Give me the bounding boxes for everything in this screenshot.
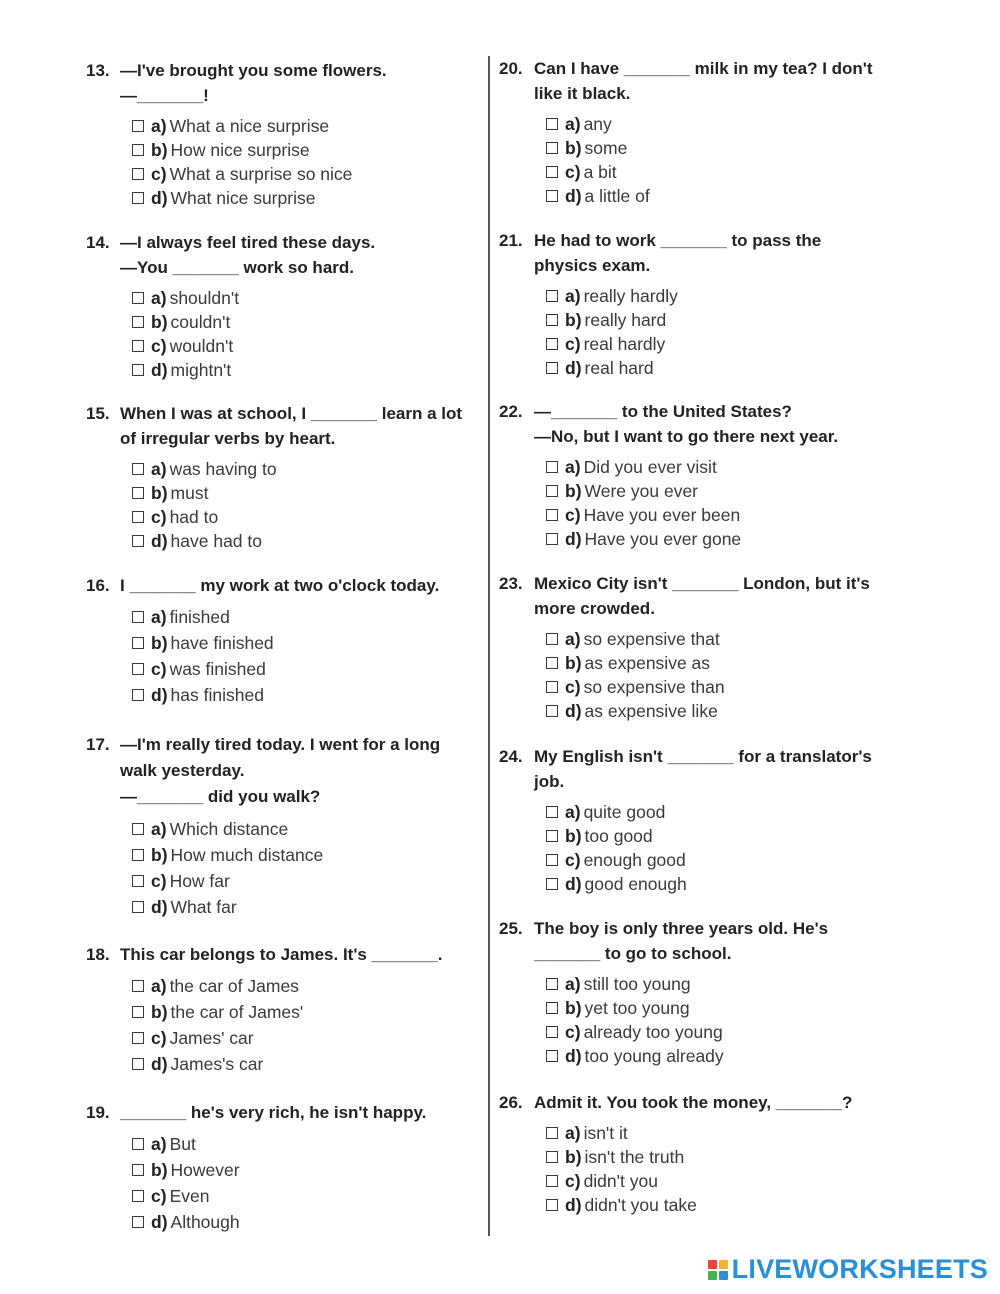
- question-17: [86, 732, 476, 920]
- question-number: 14.: [86, 233, 110, 252]
- question-22: [499, 399, 899, 551]
- option-c[interactable]: c) James' car: [132, 1025, 476, 1051]
- option-a[interactable]: a) still too young: [546, 972, 899, 996]
- checkbox[interactable]: [132, 120, 144, 132]
- option-b[interactable]: b) yet too young: [546, 996, 899, 1020]
- logo-square-3: [708, 1271, 717, 1280]
- options-list: [546, 455, 899, 551]
- checkbox[interactable]: [546, 190, 558, 202]
- option-b[interactable]: b) some: [546, 136, 899, 160]
- question-text: He had to work _______ to pass the physics exam.: [534, 231, 822, 275]
- question-number: 24.: [499, 747, 523, 766]
- question-text: —I'm really tired today. I went for a long walk yesterday. —_______ did you walk?: [120, 735, 441, 806]
- question-number: 16.: [86, 576, 110, 595]
- liveworksheets-logo[interactable]: [708, 1254, 988, 1285]
- option-c[interactable]: c) How far: [132, 868, 476, 894]
- options-list: [546, 1121, 899, 1217]
- question-18: [86, 942, 476, 1077]
- option-d[interactable]: d) What nice surprise: [132, 186, 476, 210]
- options-list: [132, 286, 476, 382]
- checkbox[interactable]: [546, 1199, 558, 1211]
- checkbox[interactable]: [132, 637, 144, 649]
- question-25: [499, 916, 899, 1068]
- option-b[interactable]: b) However: [132, 1157, 476, 1183]
- question-19: [86, 1100, 476, 1235]
- checkbox[interactable]: [546, 509, 558, 521]
- option-a[interactable]: a) quite good: [546, 800, 899, 824]
- logo-mark-icon: [708, 1260, 728, 1280]
- question-number: 13.: [86, 61, 110, 80]
- option-b[interactable]: b) have finished: [132, 630, 476, 656]
- question-text: Admit it. You took the money, _______?: [534, 1093, 853, 1112]
- checkbox[interactable]: [132, 192, 144, 204]
- checkbox[interactable]: [132, 1216, 144, 1228]
- question-text: —I always feel tired these days. —You _______ work so hard.: [120, 233, 376, 277]
- column-divider: [488, 56, 490, 1236]
- options-list: [132, 1131, 476, 1235]
- option-b[interactable]: b) How much distance: [132, 842, 476, 868]
- option-c[interactable]: c) so expensive than: [546, 675, 899, 699]
- checkbox[interactable]: [132, 849, 144, 861]
- question-text: The boy is only three years old. He's _______ to go to school.: [534, 919, 829, 963]
- question-text: I _______ my work at two o'clock today.: [120, 576, 440, 595]
- checkbox[interactable]: [546, 142, 558, 154]
- checkbox[interactable]: [546, 290, 558, 302]
- question-13: [86, 58, 476, 210]
- checkbox[interactable]: [132, 980, 144, 992]
- option-c[interactable]: c) enough good: [546, 848, 899, 872]
- option-c[interactable]: c) real hardly: [546, 332, 899, 356]
- checkbox[interactable]: [546, 1127, 558, 1139]
- checkbox[interactable]: [132, 1058, 144, 1070]
- options-list: [546, 284, 899, 380]
- option-a[interactable]: a) isn't it: [546, 1121, 899, 1145]
- checkbox[interactable]: [546, 830, 558, 842]
- option-d[interactable]: d) good enough: [546, 872, 899, 896]
- checkbox[interactable]: [132, 1138, 144, 1150]
- question-number: 26.: [499, 1093, 523, 1112]
- checkbox[interactable]: [546, 1151, 558, 1163]
- option-c[interactable]: c) Have you ever been: [546, 503, 899, 527]
- option-d[interactable]: d) too young already: [546, 1044, 899, 1068]
- option-d[interactable]: d) mightn't: [132, 358, 476, 382]
- logo-square-1: [708, 1260, 717, 1269]
- option-a[interactable]: a) so expensive that: [546, 627, 899, 651]
- checkbox[interactable]: [546, 1026, 558, 1038]
- checkbox[interactable]: [132, 823, 144, 835]
- option-b[interactable]: b) couldn't: [132, 310, 476, 334]
- option-d[interactable]: d) Although: [132, 1209, 476, 1235]
- option-d[interactable]: d) Have you ever gone: [546, 527, 899, 551]
- checkbox[interactable]: [132, 901, 144, 913]
- checkbox[interactable]: [546, 1002, 558, 1014]
- option-c[interactable]: c) didn't you: [546, 1169, 899, 1193]
- option-a[interactable]: a) was having to: [132, 457, 476, 481]
- checkbox[interactable]: [546, 1175, 558, 1187]
- checkbox[interactable]: [546, 854, 558, 866]
- option-b[interactable]: b) isn't the truth: [546, 1145, 899, 1169]
- option-c[interactable]: c) had to: [132, 505, 476, 529]
- options-list: [132, 604, 476, 708]
- question-21: [499, 228, 899, 380]
- question-16: [86, 573, 476, 708]
- option-c[interactable]: c) a bit: [546, 160, 899, 184]
- options-list: [132, 816, 476, 920]
- option-c[interactable]: c) already too young: [546, 1020, 899, 1044]
- checkbox[interactable]: [546, 533, 558, 545]
- option-a[interactable]: a) finished: [132, 604, 476, 630]
- option-d[interactable]: d) real hard: [546, 356, 899, 380]
- question-text: My English isn't _______ for a translator's job.: [534, 747, 872, 791]
- checkbox[interactable]: [132, 535, 144, 547]
- checkbox[interactable]: [132, 1032, 144, 1044]
- checkbox[interactable]: [546, 314, 558, 326]
- options-list: [132, 973, 476, 1077]
- checkbox[interactable]: [132, 168, 144, 180]
- options-list: [546, 800, 899, 896]
- checkbox[interactable]: [546, 1050, 558, 1062]
- checkbox[interactable]: [132, 316, 144, 328]
- question-text: —_______ to the United States? —No, but I want to go there next year.: [534, 402, 839, 446]
- question-26: [499, 1090, 899, 1217]
- option-a[interactable]: a) Did you ever visit: [546, 455, 899, 479]
- option-d[interactable]: d) as expensive like: [546, 699, 899, 723]
- question-24: [499, 744, 899, 896]
- checkbox[interactable]: [132, 340, 144, 352]
- option-b[interactable]: b) How nice surprise: [132, 138, 476, 162]
- option-d[interactable]: d) What far: [132, 894, 476, 920]
- question-15: [86, 401, 476, 553]
- checkbox[interactable]: [546, 681, 558, 693]
- question-number: 25.: [499, 919, 523, 938]
- option-c[interactable]: c) wouldn't: [132, 334, 476, 358]
- option-c[interactable]: c) Even: [132, 1183, 476, 1209]
- checkbox[interactable]: [546, 461, 558, 473]
- question-20: [499, 56, 899, 208]
- checkbox[interactable]: [132, 611, 144, 623]
- option-a[interactable]: a) But: [132, 1131, 476, 1157]
- question-14: [86, 230, 476, 382]
- checkbox[interactable]: [132, 144, 144, 156]
- checkbox[interactable]: [132, 364, 144, 376]
- checkbox[interactable]: [546, 485, 558, 497]
- checkbox[interactable]: [546, 633, 558, 645]
- question-text: _______ he's very rich, he isn't happy.: [120, 1103, 427, 1122]
- question-text: This car belongs to James. It's _______.: [120, 945, 443, 964]
- question-text: Mexico City isn't _______ London, but it's more crowded.: [534, 574, 870, 618]
- question-text: —I've brought you some flowers. —_______!: [120, 61, 387, 105]
- checkbox[interactable]: [132, 463, 144, 475]
- question-number: 23.: [499, 574, 523, 593]
- option-b[interactable]: b) the car of James': [132, 999, 476, 1025]
- checkbox[interactable]: [546, 338, 558, 350]
- option-a[interactable]: a) What a nice surprise: [132, 114, 476, 138]
- question-text: Can I have _______ milk in my tea? I don't like it black.: [534, 59, 873, 103]
- option-b[interactable]: b) must: [132, 481, 476, 505]
- question-number: 17.: [86, 735, 110, 754]
- option-a[interactable]: a) shouldn't: [132, 286, 476, 310]
- checkbox[interactable]: [132, 689, 144, 701]
- checkbox[interactable]: [132, 1190, 144, 1202]
- option-d[interactable]: d) has finished: [132, 682, 476, 708]
- option-a[interactable]: a) really hardly: [546, 284, 899, 308]
- option-a[interactable]: a) any: [546, 112, 899, 136]
- checkbox[interactable]: [132, 292, 144, 304]
- question-text: When I was at school, I _______ learn a lot of irregular verbs by heart.: [120, 404, 463, 448]
- checkbox[interactable]: [132, 1164, 144, 1176]
- logo-text: LIVEWORKSHEETS: [731, 1254, 988, 1284]
- question-number: 18.: [86, 945, 110, 964]
- option-b[interactable]: b) really hard: [546, 308, 899, 332]
- option-b[interactable]: b) Were you ever: [546, 479, 899, 503]
- checkbox[interactable]: [132, 511, 144, 523]
- option-d[interactable]: d) a little of: [546, 184, 899, 208]
- checkbox[interactable]: [132, 875, 144, 887]
- option-d[interactable]: d) didn't you take: [546, 1193, 899, 1217]
- option-a[interactable]: a) the car of James: [132, 973, 476, 999]
- option-b[interactable]: b) as expensive as: [546, 651, 899, 675]
- checkbox[interactable]: [132, 487, 144, 499]
- checkbox[interactable]: [132, 663, 144, 675]
- question-number: 21.: [499, 231, 523, 250]
- checkbox[interactable]: [132, 1006, 144, 1018]
- checkbox[interactable]: [546, 166, 558, 178]
- question-number: 22.: [499, 402, 523, 421]
- option-d[interactable]: d) James's car: [132, 1051, 476, 1077]
- question-number: 15.: [86, 404, 110, 423]
- option-c[interactable]: c) was finished: [132, 656, 476, 682]
- options-list: [546, 972, 899, 1068]
- checkbox[interactable]: [546, 978, 558, 990]
- options-list: [546, 112, 899, 208]
- options-list: [132, 114, 476, 210]
- question-number: 19.: [86, 1103, 110, 1122]
- option-d[interactable]: d) have had to: [132, 529, 476, 553]
- option-b[interactable]: b) too good: [546, 824, 899, 848]
- options-list: [132, 457, 476, 553]
- options-list: [546, 627, 899, 723]
- option-a[interactable]: a) Which distance: [132, 816, 476, 842]
- checkbox[interactable]: [546, 806, 558, 818]
- logo-square-4: [719, 1271, 728, 1280]
- logo-square-2: [719, 1260, 728, 1269]
- checkbox[interactable]: [546, 705, 558, 717]
- question-23: [499, 571, 899, 723]
- checkbox[interactable]: [546, 657, 558, 669]
- checkbox[interactable]: [546, 362, 558, 374]
- question-number: 20.: [499, 59, 523, 78]
- checkbox[interactable]: [546, 878, 558, 890]
- option-c[interactable]: c) What a surprise so nice: [132, 162, 476, 186]
- checkbox[interactable]: [546, 118, 558, 130]
